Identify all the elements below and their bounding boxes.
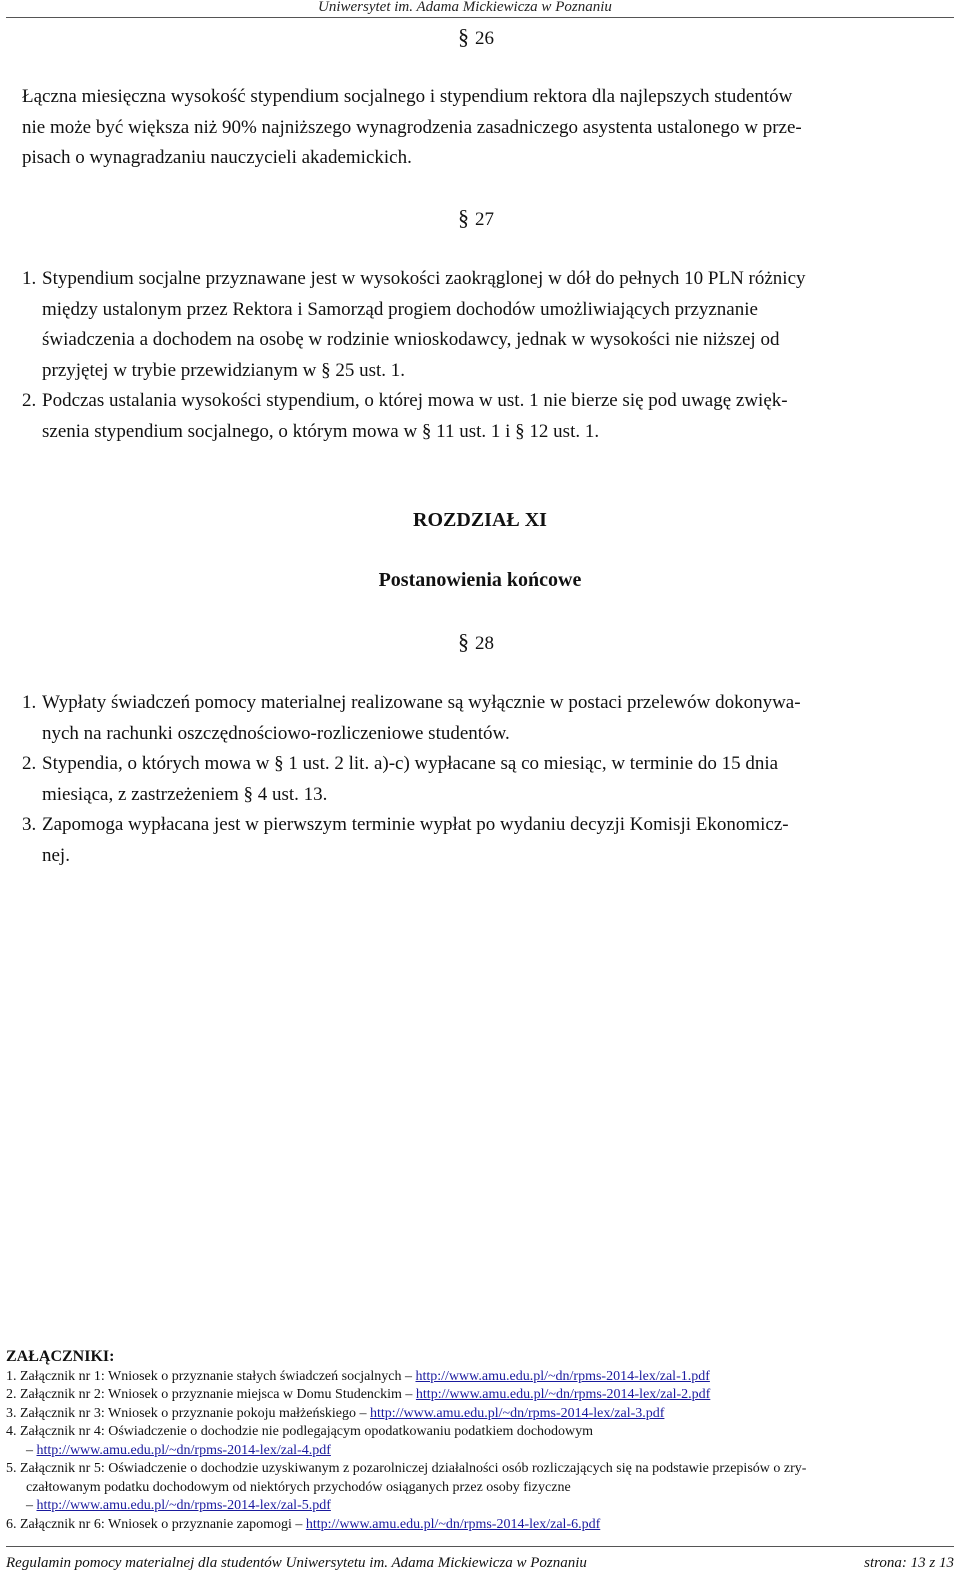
- attachment-text: 2. Załącznik nr 2: Wniosek o przyznanie miejsca w Domu Studenckim –: [6, 1387, 416, 1402]
- section-28-text: [22, 688, 934, 871]
- page-number: strona: 13 z 13: [864, 1555, 954, 1571]
- text-line: Zapomoga wypłacana jest w pierwszym terminie wypłat po wydaniu decyzji Komisji Ekonomicz-: [42, 814, 789, 835]
- attachment-text: 3. Załącznik nr 3: Wniosek o przyznanie pokoju małżeńskiego –: [6, 1405, 371, 1421]
- header-text: Uniwersytet im. Adama Mickiewicza w Poznaniu: [318, 0, 612, 15]
- text-line: przyjętej w trybie przewidzianym w § 25 ust. 1.: [42, 359, 406, 381]
- section-number: 27: [475, 209, 494, 230]
- attachment-item: [6, 1516, 946, 1535]
- item-number: 3.: [22, 814, 37, 835]
- header-rule: [6, 17, 954, 18]
- page-footer: [6, 1546, 954, 1580]
- attachment-text: 6. Załącznik nr 6: Wniosek o przyznanie zapomogi –: [6, 1516, 306, 1532]
- attachment-item: [6, 1460, 946, 1516]
- text-line: Wypłaty świadczeń pomocy materialnej realizowane są wyłącznie w postaci przelewów dokonywa-: [42, 692, 801, 713]
- attachment-link[interactable]: http://www.amu.edu.pl/~dn/rpms-2014-lex/zal-2.pdf: [415, 1387, 711, 1402]
- text-line: Łączna miesięczna wysokość stypendium socjalnego i stypendium rektora dla najlepszych studentów: [22, 86, 793, 107]
- attachment-dash: –: [26, 1442, 37, 1458]
- attachment-text: 4. Załącznik nr 4: Oświadczenie o dochodzie nie podlegającym opodatkowaniu podatkiem dochodowym: [6, 1424, 594, 1439]
- attachments-block: [6, 1348, 946, 1534]
- list-item: [22, 386, 934, 447]
- attachment-link[interactable]: http://www.amu.edu.pl/~dn/rpms-2014-lex/zal-3.pdf: [370, 1405, 665, 1421]
- text-line: nych na rachunki oszczędnościowo-rozliczeniowe studentów.: [42, 722, 510, 744]
- text-line: Stypendium socjalne przyznawane jest w wysokości zaokrąglonej w dół do pełnych 10 PLN różnicy: [42, 268, 806, 289]
- page-header: [0, 0, 960, 18]
- list-item: [22, 749, 934, 810]
- footer-title: Regulamin pomocy materialnej dla studentów Uniwersytetu im. Adama Mickiewicza w Poznaniu: [6, 1555, 587, 1571]
- attachment-item: [6, 1368, 946, 1387]
- attachment-link[interactable]: http://www.amu.edu.pl/~dn/rpms-2014-lex/zal-1.pdf: [415, 1368, 710, 1384]
- text-line: szenia stypendium socjalnego, o którym mowa w § 11 ust. 1 i § 12 ust. 1.: [42, 420, 600, 442]
- section-number: 28: [475, 633, 494, 654]
- attachment-item: [6, 1386, 946, 1405]
- section-symbol: §: [458, 205, 469, 230]
- section-26-text: [22, 82, 934, 174]
- item-number: 2.: [22, 753, 37, 774]
- list-item: [22, 688, 934, 749]
- attachment-text-cont: czałtowanym podatku dochodowym od niektórych przychodów osiąganych przez osoby fizyczne: [26, 1479, 571, 1495]
- section-symbol: §: [458, 629, 469, 654]
- text-line: nie może być większa niż 90% najniższego wynagrodzenia zasadniczego asystenta ustalonego w prze-: [22, 116, 802, 138]
- attachment-text: 1. Załącznik nr 1: Wniosek o przyznanie stałych świadczeń socjalnych –: [6, 1368, 416, 1384]
- section-number: 26: [475, 28, 494, 49]
- text-line: między ustalonym przez Rektora i Samorząd progiem dochodów umożliwiających przyznanie: [42, 298, 758, 320]
- text-line: świadczenia a dochodem na osobę w rodzinie wnioskodawcy, jednak w wysokości nie niższej od: [42, 329, 780, 350]
- item-number: 1.: [22, 692, 37, 713]
- text-line: nej.: [42, 844, 70, 866]
- chapter-title: ROZDZIAŁ XI: [413, 509, 547, 531]
- attachment-dash: –: [26, 1498, 37, 1513]
- chapter-subtitle: Postanowienia końcowe: [378, 569, 582, 591]
- attachments-title: ZAŁĄCZNIKI:: [6, 1348, 115, 1365]
- text-line: pisach o wynagradzaniu nauczycieli akademickich.: [22, 147, 412, 168]
- item-number: 1.: [22, 268, 37, 289]
- text-line: Podczas ustalania wysokości stypendium, o której mowa w ust. 1 nie bierze się pod uwagę zwięk-: [42, 390, 788, 411]
- attachment-link[interactable]: http://www.amu.edu.pl/~dn/rpms-2014-lex/zal-5.pdf: [36, 1498, 331, 1513]
- section-symbol: §: [458, 24, 469, 49]
- attachment-link[interactable]: http://www.amu.edu.pl/~dn/rpms-2014-lex/zal-4.pdf: [36, 1442, 331, 1458]
- attachment-link[interactable]: http://www.amu.edu.pl/~dn/rpms-2014-lex/zal-6.pdf: [305, 1516, 601, 1532]
- list-item: [22, 810, 934, 871]
- attachment-item: [6, 1405, 946, 1424]
- attachment-text: 5. Załącznik nr 5: Oświadczenie o dochodzie uzyskiwanym z pozarolniczej działalności osób rozliczających się na podstawie przepisów o zry-: [6, 1461, 807, 1476]
- attachment-item: [6, 1423, 946, 1460]
- text-line: Stypendia, o których mowa w § 1 ust. 2 lit. a)-c) wypłacane są co miesiąc, w terminie do 15 dnia: [42, 753, 779, 774]
- section-27-text: [22, 264, 934, 447]
- footer-rule: [6, 1546, 954, 1547]
- section-26-heading: [458, 24, 494, 50]
- section-27-heading: [458, 205, 494, 231]
- item-number: 2.: [22, 390, 37, 411]
- list-item: [22, 264, 934, 386]
- text-line: miesiąca, z zastrzeżeniem § 4 ust. 13.: [42, 783, 328, 805]
- section-28-heading: [458, 629, 494, 655]
